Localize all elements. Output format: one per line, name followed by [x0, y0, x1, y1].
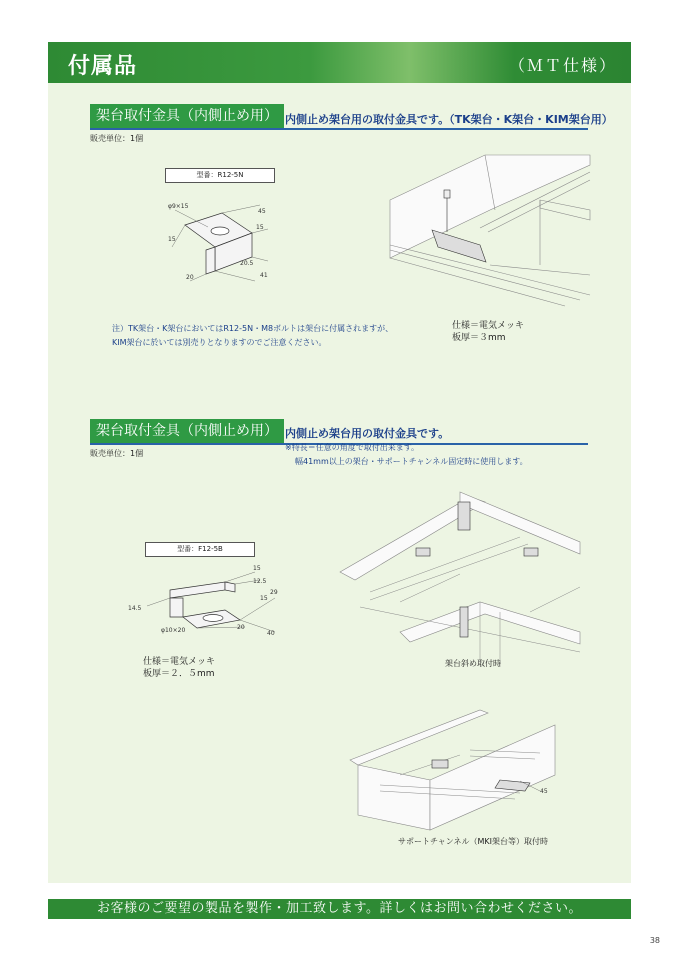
- dim-hole: φ10×20: [161, 627, 186, 634]
- section2-feature-line2: 幅41mm以上の架台・サポートチャンネル固定時に使用します。: [295, 457, 528, 466]
- section2-label: 架台取付金具（内側止め用）: [90, 419, 284, 443]
- dim-15b: 15: [260, 595, 268, 602]
- dim-15: 15: [256, 224, 264, 231]
- section2-spec-line2: 板厚＝２．５mm: [143, 669, 215, 679]
- bracket-f12-drawing: [125, 562, 285, 642]
- section1-sales-unit: 販売単位：1個: [90, 134, 144, 143]
- section2-description: 内側止め架台用の取付金具です。: [285, 427, 450, 440]
- section1-description: 内側止め架台用の取付金具です。（TK架台・K架台・KIM架台用）: [285, 113, 613, 126]
- dim-20: 20: [237, 624, 245, 631]
- spec-label: （ＭＴ仕様）: [508, 56, 617, 75]
- section2-model-box: 型番：F12-5B: [145, 542, 255, 557]
- section1-label: 架台取付金具（内側止め用）: [90, 104, 284, 128]
- dim-41: 41: [260, 272, 268, 279]
- section1-note-line2: KIM架台に於いては別売りとなりますのでご注意ください。: [112, 338, 327, 347]
- section1-note-line1: 注）TK架台・K架台においてはR12-5N・M8ボルトは架台に付属されますが、: [112, 324, 394, 333]
- footer-banner: お客様のご要望の製品を製作・加工致します。詳しくはお問い合わせください。: [48, 899, 631, 919]
- diagonal-install-drawing: [340, 492, 580, 672]
- dim-12-5: 12.5: [253, 578, 267, 585]
- page-number: 38: [649, 936, 660, 945]
- section2-spec-line1: 仕様＝電気メッキ: [143, 657, 216, 667]
- dim-hole: φ9×15: [168, 203, 189, 210]
- bracket-r12-drawing: [160, 195, 280, 290]
- dim-40: 40: [267, 630, 275, 637]
- dim-20: 20: [186, 274, 194, 281]
- dim-15: 15: [253, 565, 261, 572]
- dim-20-5: 20.5: [240, 260, 254, 267]
- dim-29: 29: [270, 589, 278, 596]
- section1-spec-line1: 仕様＝電気メッキ: [452, 321, 525, 331]
- page-header: [48, 42, 631, 83]
- dim-15b: 15: [168, 236, 176, 243]
- section1-rule: [90, 128, 588, 130]
- section1-spec-line2: 板厚＝３mm: [452, 333, 506, 343]
- dim-14-5: 14.5: [128, 605, 142, 612]
- section2-sales-unit: 販売単位：1個: [90, 449, 144, 458]
- section2-feature-line1: ※特長＝任意の角度で取付出来ます。: [285, 443, 420, 452]
- page-title: 付属品: [68, 54, 138, 79]
- support-channel-drawing: [350, 705, 570, 830]
- dim-45: 45: [258, 208, 266, 215]
- channel-dim-45: 45: [540, 788, 548, 795]
- caption-channel: サポートチャンネル（MKI架台等）取付時: [398, 837, 549, 846]
- caption-diagonal: 架台斜め取付時: [445, 659, 501, 668]
- tray-install-drawing-1: [390, 150, 590, 310]
- section1-model-box: 型番：R12-5N: [165, 168, 275, 183]
